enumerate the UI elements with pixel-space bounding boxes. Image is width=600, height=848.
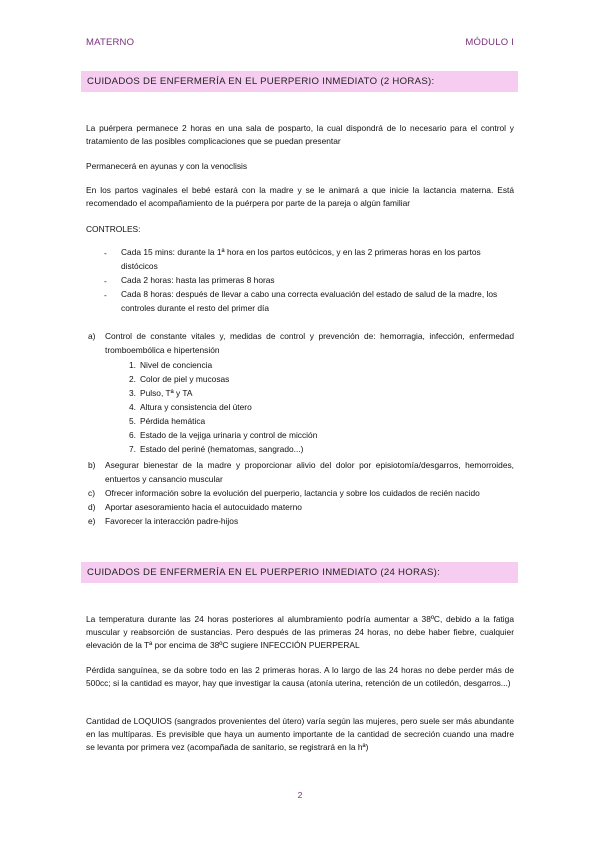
list-item: Cada 8 horas: después de llevar a cabo una correcta evaluación del estado de salud de la madre, los controles durante el resto del primer día xyxy=(121,289,498,313)
controles-label: CONTROLES: xyxy=(86,224,141,234)
list-marker: d) xyxy=(88,502,96,512)
section-heading-24h: CUIDADOS DE ENFERMERÍA EN EL PUERPERIO INMEDIATO (24 HORAS): xyxy=(81,562,518,583)
list-marker: 6. xyxy=(129,430,136,440)
list-item: Ofrecer información sobre la evolución del puerperio, lactancia y sobre los cuidados de recién nacido xyxy=(105,488,480,498)
list-item: Control de constante vitales y, medidas de control y prevención de: hemorragia, infección, enfermedad tromboembólica e hipertensión xyxy=(105,331,514,355)
list-item: Estado del periné (hematomas, sangrado...) xyxy=(140,444,304,454)
list-item: Nivel de conciencia xyxy=(140,360,213,370)
list-item: Pérdida hemática xyxy=(140,416,206,426)
list-marker: 7. xyxy=(129,444,136,454)
list-marker: b) xyxy=(88,460,96,470)
paragraph: La puérpera permanece 2 horas en una sala de posparto, la cual dispondrá de lo necesario para el control y tratamiento de las posibles complicaciones que se puedan presentar xyxy=(86,123,514,146)
list-marker: - xyxy=(104,290,107,300)
list-marker: c) xyxy=(88,488,95,498)
list-marker: e) xyxy=(88,516,96,526)
section-heading-2h: CUIDADOS DE ENFERMERÍA EN EL PUERPERIO INMEDIATO (2 HORAS): xyxy=(81,71,518,92)
list-marker: - xyxy=(104,248,107,258)
list-marker: a) xyxy=(88,331,96,341)
list-item: Altura y consistencia del útero xyxy=(140,402,252,412)
header-right: MÓDULO I xyxy=(465,37,514,48)
list-item: Cada 2 horas: hasta las primeras 8 horas xyxy=(121,275,275,285)
list-marker: 1. xyxy=(129,360,136,370)
header-left: MATERNO xyxy=(86,37,135,48)
paragraph: La temperatura durante las 24 horas posteriores al alumbramiento podría aumentar a 38ºC, debido a la fatiga muscular y reabsorción de sustancias. Pero después de las primeras 24 horas, no debe haber fiebre, cualquier elevación de la Tª por encima de 38ºC sugiere INFECCIÓN PUERPERAL xyxy=(86,614,514,650)
paragraph: Pérdida sanguínea, se da sobre todo en las 2 primeras horas. A lo largo de las 24 horas no debe perder más de 500cc; si la cantidad es mayor, hay que investigar la causa (atonía uterina, retención de un cotiledón, desgarros...) xyxy=(86,665,514,688)
list-item: Aportar asesoramiento hacia el autocuidado materno xyxy=(105,502,302,512)
paragraph: En los partos vaginales el bebé estará con la madre y se le animará a que inicie la lactancia materna. Está recomendado el acompañamiento de la puérpera por parte de la pareja o algún familiar xyxy=(86,185,514,208)
paragraph: Permanecerá en ayunas y con la venoclisis xyxy=(86,161,248,171)
paragraph: Cantidad de LOQUIOS (sangrados provenientes del útero) varía según las mujeres, pero suele ser más abundante en las multíparas. Es previsible que haya un aumento importante de la cantidad de secreción cuando una madre se levanta por primera vez (acompañada de sanitario, se registrará en la hª) xyxy=(86,716,514,752)
list-marker: - xyxy=(104,276,107,286)
list-item: Estado de la vejiga urinaria y control de micción xyxy=(140,430,318,440)
list-item: Cada 15 mins: durante la 1ª hora en los partos eutócicos, y en las 2 primeras horas en los partos distócicos xyxy=(121,247,481,271)
list-item: Pulso, Tª y TA xyxy=(140,388,193,398)
page-number: 2 xyxy=(297,790,303,800)
list-item: Asegurar bienestar de la madre y proporcionar alivio del dolor por episiotomía/desgarros, hemorroides, entuertos y cansancio muscular xyxy=(105,460,514,484)
list-item: Favorecer la interacción padre-hijos xyxy=(105,516,239,526)
list-marker: 3. xyxy=(129,388,136,398)
list-marker: 2. xyxy=(129,374,136,384)
list-marker: 4. xyxy=(129,402,136,412)
list-marker: 5. xyxy=(129,416,136,426)
list-item: Color de piel y mucosas xyxy=(140,374,230,384)
